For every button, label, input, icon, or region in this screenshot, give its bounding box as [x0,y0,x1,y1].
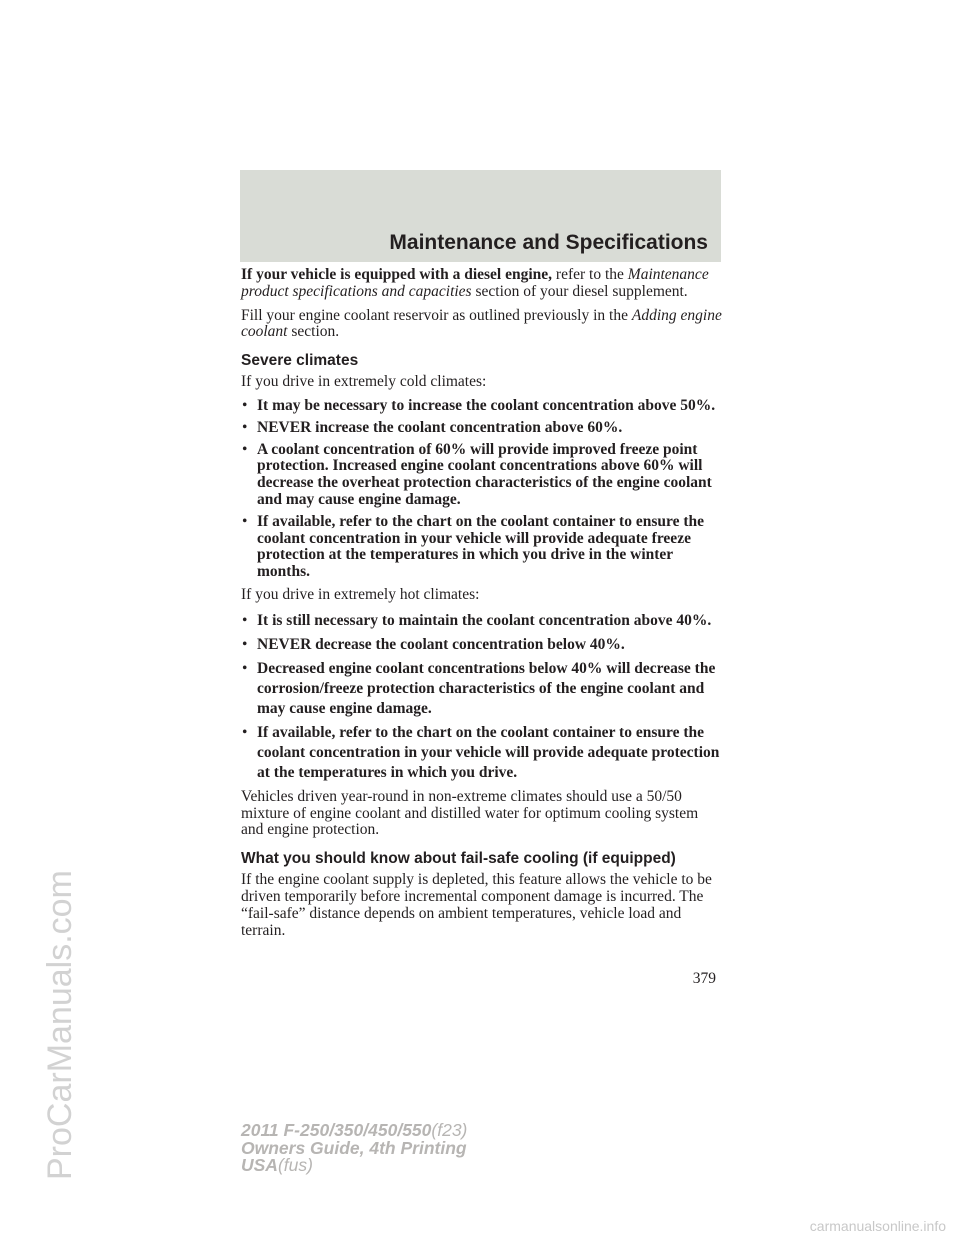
list-item [241,635,723,655]
bullet-icon: • [242,396,248,414]
bullet-icon: • [242,512,248,530]
list-item-text: If available, refer to the chart on the coolant container to ensure the coolant concentration in your vehicle will provide adequate protection at the temperatures in which you drive. [257,723,720,781]
fail-safe-heading: What you should know about fail-safe cooling (if equipped) [241,850,676,868]
list-item [241,442,723,509]
list-item [241,514,723,581]
list-item-text: It is still necessary to maintain the coolant concentration above 40%. [257,611,712,629]
footer-line-market [241,1157,467,1175]
side-watermark-text: ProCarManuals.com [41,870,79,1180]
diesel-lead: If your vehicle is equipped with a diesel engine, [241,266,553,283]
footer-market-code: (fus) [277,1155,313,1175]
footer-line-edition: Owners Guide, 4th Printing [241,1137,467,1158]
footer-model: 2011 F-250/350/450/550 [241,1120,432,1140]
diesel-text-1: refer to the [552,266,628,283]
section-header-band [240,170,721,262]
non-extreme-climates-paragraph: Vehicles driven year-round in non-extreme climates should use a 50/50 mixture of engine coolant and distilled water for optimum cooling system and engine protection. [241,787,699,839]
adding-coolant-reference: Adding engine coolant [241,306,722,341]
footer-market: USA [241,1155,278,1175]
document-footer [241,1122,467,1175]
diesel-paragraph [241,267,723,301]
fail-safe-paragraph: If the engine coolant supply is depleted, this feature allows the vehicle to be driven temporarily before incremental component damage is incurred. The “fail-safe” distance depends on ambient temperatures, vehicle load and terrain. [241,871,712,939]
bullet-icon: • [242,440,248,458]
fill-reservoir-paragraph [241,308,723,342]
footer-model-code: (f23) [431,1120,468,1140]
bottom-watermark: carmanualsonline.info [809,1218,946,1234]
side-watermark [8,540,78,1240]
bullet-icon: • [242,635,248,653]
list-item-text: If available, refer to the chart on the coolant container to ensure the coolant concentration in your vehicle will provide adequate freeze protection at the temperatures in which you drive in the winter months. [257,512,704,581]
fill-text-2: section. [287,323,340,341]
bullet-icon: • [242,611,248,629]
hot-climates-intro: If you drive in extremely hot climates: [241,585,480,603]
list-item [241,420,723,437]
list-item-text: A coolant concentration of 60% will provide improved freeze point protection. Increased engine coolant concentrations above 60% will decrease the overheat protection characteristics of the engine coolant and may cause engine damage. [257,440,712,508]
list-item-text: NEVER increase the coolant concentration above 60%. [257,418,623,436]
severe-climates-heading: Severe climates [241,352,359,370]
footer-line-model [241,1122,467,1140]
hot-climate-list [241,611,723,783]
page-number: 379 [692,970,716,987]
list-item [241,659,723,719]
list-item [241,398,723,415]
cold-climates-intro: If you drive in extremely cold climates: [241,373,487,391]
page-content [241,267,723,946]
diesel-text-2: section of your diesel supplement. [471,282,688,300]
list-item [241,611,723,631]
diesel-reference: Maintenance product specifications and capacities [241,266,709,300]
bullet-icon: • [242,659,248,677]
section-title: Maintenance and Specifications [389,231,708,254]
bullet-icon: • [242,723,248,741]
list-item-text: Decreased engine coolant concentrations below 40% will decrease the corrosion/freeze protection characteristics of the engine coolant and may cause engine damage. [257,659,716,717]
list-item [241,723,723,783]
bullet-icon: • [242,418,248,436]
cold-climate-list [241,398,723,581]
fill-text-1: Fill your engine coolant reservoir as outlined previously in the [241,306,632,324]
list-item-text: It may be necessary to increase the coolant concentration above 50%. [257,396,716,414]
list-item-text: NEVER decrease the coolant concentration below 40%. [257,635,625,653]
